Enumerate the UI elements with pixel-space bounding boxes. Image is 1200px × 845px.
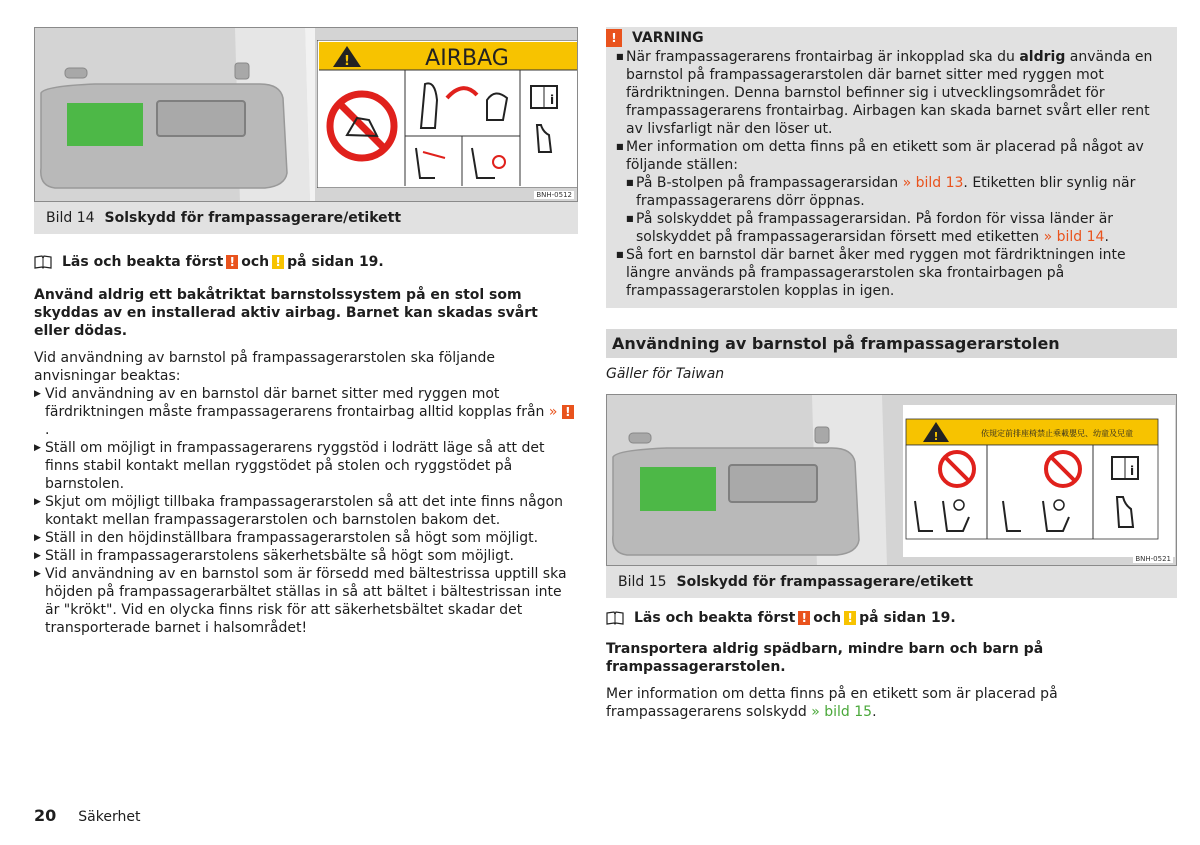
- list-item: ▶ Ställ om möjligt in frampassagerarens ryggstöd i lodrätt läge så att det finns stabil kontakt mellan ryggstödet på stolen och ryggstödet på barnstolen.: [34, 439, 578, 493]
- warning-paragraph: Använd aldrig ett bakåtriktat barnstolssystem på en stol som skyddas av en installerad aktiv airbag. Barnet kan skadas svårt eller dödas.: [34, 287, 538, 339]
- svg-text:i: i: [1130, 464, 1135, 478]
- caption-title: Solskydd för frampassagerare/etikett: [676, 574, 974, 590]
- taiwan-label-text: 依規定前排座椅禁止乘載嬰兒、幼童及兒童: [981, 429, 1133, 438]
- green-label-area: [640, 467, 716, 511]
- warning-yellow-icon: !: [844, 611, 856, 625]
- link-bild-13[interactable]: » bild 13: [902, 175, 964, 191]
- warning-item: ■ Så fort en barnstol där barnet åker med ryggen mot färdriktningen inte längre används på frampassagerarstolen ska frontairbagen på frampassagerarstolen kopplas in igen.: [616, 246, 1167, 300]
- svg-text:i: i: [550, 93, 555, 107]
- page-number: 20: [34, 806, 57, 825]
- warning-subitem: ■ På B-stolpen på frampassagerarsidan » bild 13. Etiketten blir synlig när frampassagerarens dörr öppnas.: [616, 174, 1167, 210]
- figure-14-caption: [34, 202, 578, 234]
- green-label-area: [67, 103, 143, 146]
- section-heading: Användning av barnstol på frampassagerarstolen: [606, 329, 1177, 358]
- read-note-post: på sidan 19.: [859, 610, 956, 626]
- read-note-pre: Läs och beakta först: [62, 254, 224, 270]
- warning-title: VARNING: [632, 30, 704, 46]
- list-item: ▶ Ställ in den höjdinställbara frampassagerarstolen så högt som möjligt.: [34, 529, 578, 547]
- link-arrow[interactable]: »: [548, 404, 558, 420]
- page-footer: [34, 806, 140, 825]
- caption-title: Solskydd för frampassagerare/etikett: [104, 210, 402, 226]
- airbag-title: AIRBAG: [425, 46, 509, 71]
- figure-code: BNH-0521: [1135, 555, 1171, 563]
- caption-number: Bild 14: [46, 210, 95, 226]
- warning-subitem: ■ På solskyddet på frampassagerarsidan. På fordon för vissa länder är solskyddet på frampassagerarsidan försett med etiketten » bild 14.: [616, 210, 1167, 246]
- svg-text:!: !: [344, 54, 350, 69]
- caption-number: Bild 15: [618, 574, 667, 590]
- warning-box: [606, 27, 1177, 308]
- list-item: ▶ Vid användning av en barnstol där barnet sitter med ryggen mot färdriktningen måste frampassagerarens frontairbag alltid kopplas från » !.: [34, 385, 578, 439]
- list-item: ▶ Ställ in frampassagerarstolens säkerhetsbälte så högt som möjligt.: [34, 547, 578, 565]
- read-note-mid: och: [813, 610, 842, 626]
- figure-15-caption: [606, 566, 1177, 598]
- svg-text:!: !: [933, 430, 939, 443]
- left-column: [34, 27, 578, 637]
- footer-section: Säkerhet: [78, 809, 141, 825]
- warning-paragraph: Transportera aldrig spädbarn, mindre barn och barn på frampassagerarstolen.: [606, 641, 1044, 675]
- link-bild-14[interactable]: » bild 14: [1043, 229, 1105, 245]
- intro-paragraph: Vid användning av barnstol på frampassagerarstolen ska följande anvisningar beaktas:: [34, 350, 496, 384]
- right-column: [606, 27, 1177, 721]
- figure-14: [34, 27, 578, 202]
- figure-15: [606, 394, 1177, 566]
- read-note: [606, 610, 1177, 626]
- warning-red-icon: !: [226, 255, 238, 269]
- warning-red-icon: !: [606, 29, 622, 47]
- read-note-post: på sidan 19.: [287, 254, 384, 270]
- list-item: ▶ Skjut om möjligt tillbaka frampassagerarstolen så att det inte finns någon kontakt mellan frampassagerarstolen och barnstolen bakom det.: [34, 493, 578, 529]
- link-bild-15[interactable]: » bild 15: [811, 704, 873, 720]
- warning-red-icon: !: [798, 611, 810, 625]
- taiwan-warning-label: [903, 405, 1175, 557]
- book-icon: [34, 255, 52, 269]
- warning-item: ■ När frampassagerarens frontairbag är inkopplad ska du aldrig använda en barnstol på frampassagerarstolen där barnet sitter med ryggen mot färdriktningen. Denna barnstol befinner sig i utvecklingsområdet för frampassagerarens frontairbag. Airbagen kan skada barnet svårt eller rent av livsfarligt när den löser ut.: [616, 48, 1167, 138]
- warning-yellow-icon: !: [272, 255, 284, 269]
- read-note-mid: och: [241, 254, 270, 270]
- list-item: ▶ Vid användning av en barnstol som är försedd med bältestrissa upptill ska höjden på frampassagerarbältet ställas in så att bältet i bältestrissan inte är "krökt". Vid en olycka finns risk för att säkerhetsbältet skadar det transporterade barnet i halsområdet!: [34, 565, 578, 637]
- warning-header: [606, 28, 1167, 48]
- read-note: [34, 254, 578, 270]
- airbag-warning-label: [317, 40, 578, 188]
- read-note-pre: Läs och beakta först: [634, 610, 796, 626]
- warning-item: ■ Mer information om detta finns på en etikett som är placerad på något av följande ställen:: [616, 138, 1167, 174]
- figure-code: BNH-0512: [536, 191, 572, 199]
- applies-to: Gäller för Taiwan: [606, 366, 725, 382]
- info-paragraph: Mer information om detta finns på en etikett som är placerad på frampassagerarens solskydd » bild 15.: [606, 686, 1058, 720]
- book-icon: [606, 611, 624, 625]
- warning-red-icon: !: [562, 405, 574, 419]
- instruction-list: [34, 385, 578, 637]
